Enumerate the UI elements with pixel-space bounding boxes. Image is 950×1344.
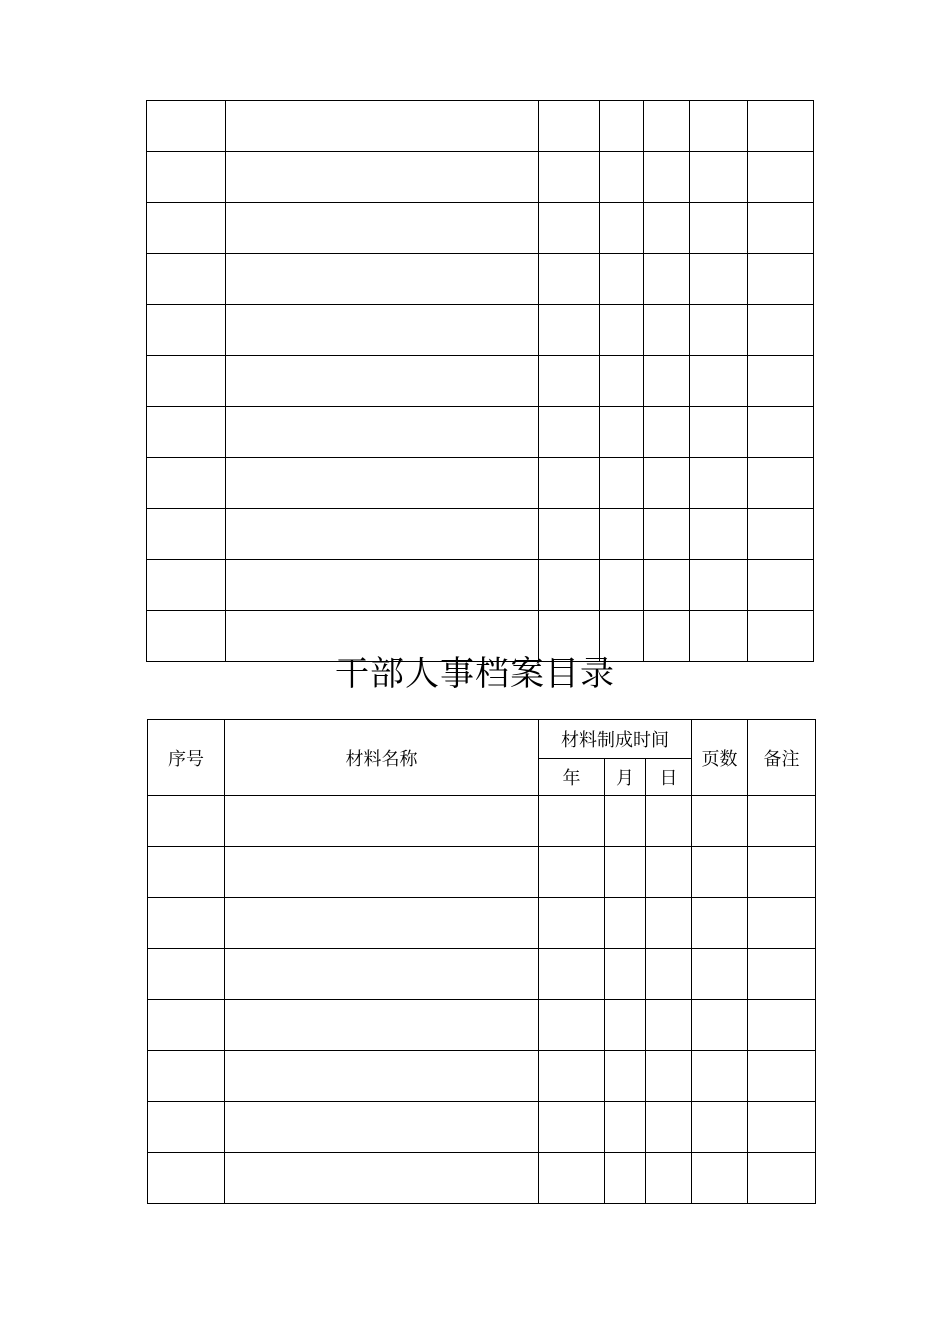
table-cell xyxy=(692,1153,748,1204)
table-cell xyxy=(539,101,600,152)
table-cell xyxy=(226,509,539,560)
table-cell xyxy=(539,1000,605,1051)
table-cell xyxy=(600,560,644,611)
table-cell xyxy=(748,560,814,611)
table-cell xyxy=(748,254,814,305)
table-cell xyxy=(147,407,226,458)
table-cell xyxy=(147,254,226,305)
table-cell xyxy=(692,898,748,949)
table-cell xyxy=(690,101,748,152)
table-cell xyxy=(148,1153,225,1204)
table-cell xyxy=(646,1051,692,1102)
table-cell xyxy=(226,458,539,509)
page-title: 干部人事档案目录 xyxy=(335,654,615,694)
table-cell xyxy=(748,949,816,1000)
header-creation-time: 材料制成时间 xyxy=(539,720,692,759)
table-cell xyxy=(644,356,690,407)
table-cell xyxy=(148,898,225,949)
table-cell xyxy=(539,254,600,305)
table-cell xyxy=(539,560,600,611)
table-cell xyxy=(748,203,814,254)
table-cell xyxy=(690,407,748,458)
table-cell xyxy=(539,847,605,898)
table-cell xyxy=(690,305,748,356)
table-cell xyxy=(644,305,690,356)
table-cell xyxy=(646,898,692,949)
table-cell xyxy=(646,796,692,847)
table-cell xyxy=(147,560,226,611)
continued-catalog-table xyxy=(146,100,814,662)
table-cell xyxy=(148,1102,225,1153)
table-cell xyxy=(692,1051,748,1102)
table-cell xyxy=(748,1051,816,1102)
table-cell xyxy=(147,305,226,356)
table-cell xyxy=(147,152,226,203)
table-cell xyxy=(605,949,646,1000)
table-cell xyxy=(226,152,539,203)
table-cell xyxy=(148,847,225,898)
table-cell xyxy=(147,509,226,560)
table-cell xyxy=(539,305,600,356)
header-pages: 页数 xyxy=(692,720,748,796)
table-cell xyxy=(539,407,600,458)
table-cell xyxy=(605,1051,646,1102)
header-remarks: 备注 xyxy=(748,720,816,796)
table-cell xyxy=(748,1153,816,1204)
table-cell xyxy=(748,101,814,152)
table-cell xyxy=(147,203,226,254)
table-row xyxy=(148,1102,816,1153)
table-row xyxy=(148,847,816,898)
table-cell xyxy=(147,356,226,407)
table-row xyxy=(148,1051,816,1102)
table-cell xyxy=(226,101,539,152)
table-cell xyxy=(605,847,646,898)
table-cell xyxy=(539,203,600,254)
table-cell xyxy=(147,458,226,509)
table-cell xyxy=(226,407,539,458)
table-cell xyxy=(539,796,605,847)
header-seq: 序号 xyxy=(148,720,225,796)
table-cell xyxy=(226,203,539,254)
table-row xyxy=(147,407,814,458)
catalog-table xyxy=(147,719,816,1204)
table-cell xyxy=(539,458,600,509)
table-cell xyxy=(646,847,692,898)
table-cell xyxy=(748,1000,816,1051)
table-cell xyxy=(605,1000,646,1051)
table-row xyxy=(147,458,814,509)
table-cell xyxy=(646,949,692,1000)
table-row xyxy=(147,101,814,152)
table-cell xyxy=(646,1153,692,1204)
table-cell xyxy=(690,509,748,560)
table-cell xyxy=(225,796,539,847)
table-cell xyxy=(690,254,748,305)
table-cell xyxy=(644,458,690,509)
table-cell xyxy=(748,847,816,898)
table-row xyxy=(148,949,816,1000)
table-cell xyxy=(226,560,539,611)
table-row xyxy=(147,152,814,203)
table-cell xyxy=(692,1000,748,1051)
table-cell xyxy=(600,101,644,152)
table-cell xyxy=(225,1153,539,1204)
table-row xyxy=(148,1153,816,1204)
table-cell xyxy=(644,407,690,458)
table-cell xyxy=(644,203,690,254)
table-row xyxy=(147,305,814,356)
table-cell xyxy=(539,1051,605,1102)
table-cell xyxy=(600,305,644,356)
table-cell xyxy=(748,152,814,203)
table-cell xyxy=(646,1000,692,1051)
header-year: 年 xyxy=(539,759,605,796)
table-cell xyxy=(225,1102,539,1153)
table-cell xyxy=(748,458,814,509)
table-cell xyxy=(644,509,690,560)
table-cell xyxy=(692,1102,748,1153)
table-cell xyxy=(605,1102,646,1153)
table-cell xyxy=(539,1102,605,1153)
table-cell xyxy=(600,458,644,509)
table-cell xyxy=(748,898,816,949)
table-row xyxy=(147,509,814,560)
table-cell xyxy=(644,101,690,152)
table-cell xyxy=(692,847,748,898)
table-cell xyxy=(225,898,539,949)
table-cell xyxy=(600,254,644,305)
table-cell xyxy=(600,203,644,254)
table-cell xyxy=(225,1000,539,1051)
table-cell xyxy=(539,152,600,203)
table-cell xyxy=(148,796,225,847)
table-cell xyxy=(748,407,814,458)
table-cell xyxy=(226,305,539,356)
table-cell xyxy=(147,101,226,152)
table-cell xyxy=(690,356,748,407)
table-row xyxy=(148,796,816,847)
table-cell xyxy=(148,1051,225,1102)
table-cell xyxy=(225,1051,539,1102)
table-cell xyxy=(690,458,748,509)
table-cell xyxy=(226,254,539,305)
table-row xyxy=(147,356,814,407)
table-cell xyxy=(148,1000,225,1051)
table-cell xyxy=(539,1153,605,1204)
table-cell xyxy=(690,152,748,203)
table-cell xyxy=(690,203,748,254)
header-material-name: 材料名称 xyxy=(225,720,539,796)
table-cell xyxy=(539,898,605,949)
table-cell xyxy=(644,560,690,611)
table-cell xyxy=(690,560,748,611)
table-cell xyxy=(539,949,605,1000)
table-cell xyxy=(748,356,814,407)
table-row xyxy=(147,560,814,611)
table-cell xyxy=(692,796,748,847)
table-row xyxy=(148,898,816,949)
table-cell xyxy=(605,1153,646,1204)
table-cell xyxy=(748,1102,816,1153)
table-cell xyxy=(644,152,690,203)
table-cell xyxy=(539,356,600,407)
table-cell xyxy=(225,847,539,898)
table-cell xyxy=(605,898,646,949)
table-cell xyxy=(748,796,816,847)
table-cell xyxy=(226,356,539,407)
table-row xyxy=(147,254,814,305)
table-cell xyxy=(148,949,225,1000)
table-row xyxy=(147,203,814,254)
header-day: 日 xyxy=(646,759,692,796)
table-cell xyxy=(605,796,646,847)
table-cell xyxy=(225,949,539,1000)
table-cell xyxy=(644,254,690,305)
table-cell xyxy=(600,509,644,560)
table-cell xyxy=(600,152,644,203)
table-cell xyxy=(539,509,600,560)
table-row xyxy=(148,1000,816,1051)
table-cell xyxy=(600,356,644,407)
header-month: 月 xyxy=(605,759,646,796)
table-cell xyxy=(748,305,814,356)
header-row xyxy=(148,720,816,759)
table-cell xyxy=(600,407,644,458)
table-cell xyxy=(646,1102,692,1153)
table-cell xyxy=(748,509,814,560)
table-cell xyxy=(692,949,748,1000)
